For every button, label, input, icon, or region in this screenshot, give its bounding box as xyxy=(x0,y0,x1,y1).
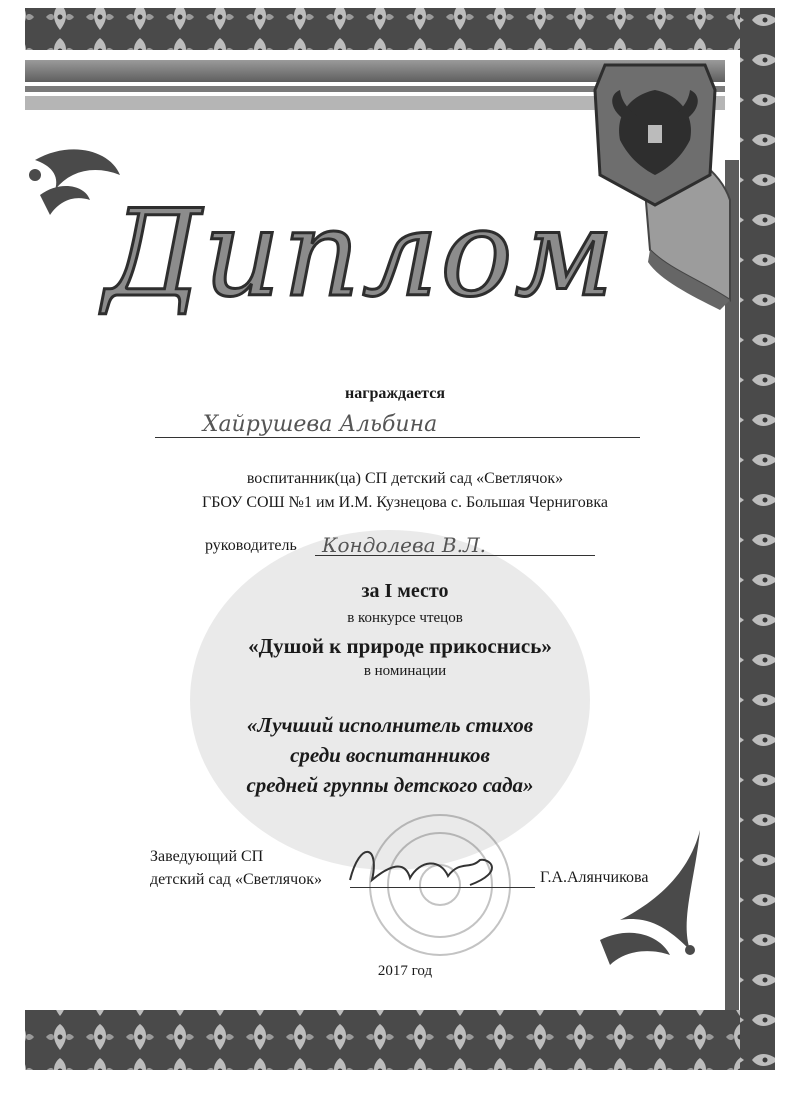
ornament-floral-bottom-right-icon xyxy=(600,830,700,965)
year: 2017 год xyxy=(377,963,433,979)
school-line: ГБОУ СОШ №1 им И.М. Кузнецова с. Большая Черниговка xyxy=(202,494,608,511)
place-award: за I место xyxy=(361,580,449,602)
nomination-line-1: «Лучший исполнитель стихов xyxy=(246,713,534,737)
recipient-name: Хайрушева Альбина xyxy=(202,412,438,437)
diploma-title xyxy=(90,170,630,340)
supervisor-name: Кондолева В.Л. xyxy=(322,533,487,557)
contest-line: в конкурсе чтецов xyxy=(347,610,463,626)
head-title-line-2: детский сад «Светлячок» xyxy=(150,871,322,888)
supervisor-label: руководитель xyxy=(205,537,297,554)
awarded-label: награждается xyxy=(345,385,445,402)
nomination-label: в номинации xyxy=(363,663,447,679)
head-title-line-1: Заведующий СП xyxy=(150,848,264,865)
supervisor-name-line xyxy=(315,555,595,556)
right-ornament-band xyxy=(740,8,775,1070)
contest-name: «Душой к природе прикоснись» xyxy=(248,634,552,658)
pupil-line: воспитанник(ца) СП детский сад «Светлячок» xyxy=(246,470,564,487)
nomination-line-2: среди воспитанников xyxy=(290,743,490,767)
signature-line xyxy=(350,887,535,888)
nomination-line-3: средней группы детского сада» xyxy=(246,773,534,797)
head-name: Г.А.Алянчикова xyxy=(540,869,649,886)
recipient-name-line xyxy=(155,437,640,438)
diploma-title-text: Диплом xyxy=(103,185,617,324)
top-ornament-band xyxy=(25,8,775,50)
bottom-ornament-band xyxy=(25,1010,775,1070)
